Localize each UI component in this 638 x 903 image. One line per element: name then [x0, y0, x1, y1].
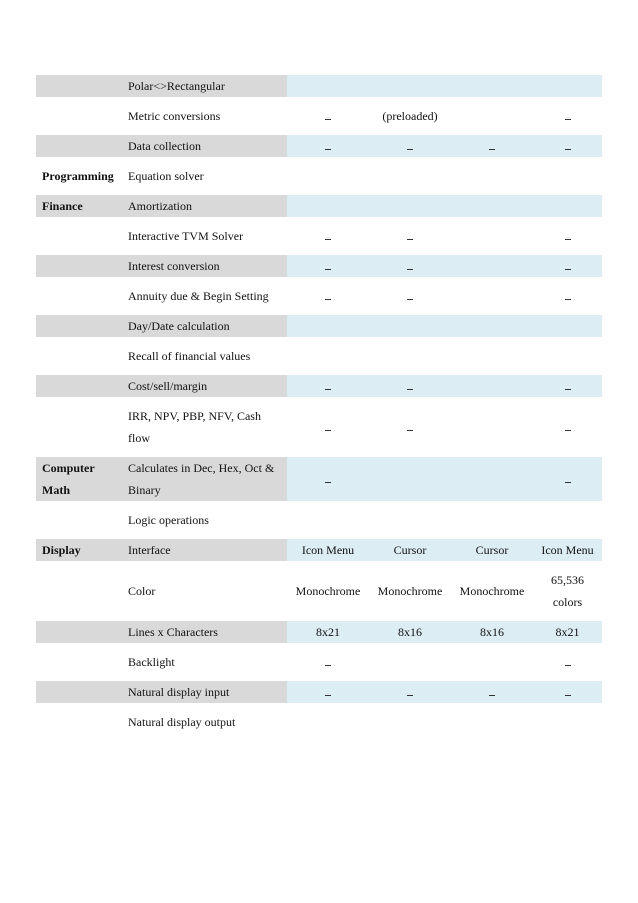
row-spacer-cell	[36, 367, 602, 375]
row-feature: Color	[128, 584, 156, 598]
value-cell	[287, 509, 369, 531]
check-mark-icon	[325, 264, 331, 270]
row-spacer-cell	[36, 157, 602, 165]
value-cell	[369, 509, 451, 531]
table-row	[36, 315, 602, 337]
table-row	[36, 75, 602, 97]
check-mark-icon	[565, 660, 571, 666]
check-mark-icon	[407, 294, 413, 300]
table-row	[36, 681, 602, 703]
check-mark-icon	[489, 144, 495, 150]
table-row	[36, 509, 602, 531]
check-mark-cell	[287, 225, 369, 247]
row-category	[36, 255, 122, 277]
value-cell	[533, 315, 602, 337]
row-spacer	[36, 613, 602, 621]
row-feature: Metric conversions	[128, 109, 221, 123]
check-mark-cell	[533, 255, 602, 277]
check-mark-icon	[489, 690, 495, 696]
value-cell	[533, 75, 602, 97]
check-mark-icon	[407, 425, 413, 431]
value-cell	[451, 315, 533, 337]
row-category	[36, 651, 122, 673]
row-spacer	[36, 127, 602, 135]
check-mark-cell	[369, 225, 451, 247]
check-mark-icon	[565, 144, 571, 150]
check-mark-icon	[325, 114, 331, 120]
table-row	[36, 135, 602, 157]
check-mark-cell	[451, 681, 533, 703]
table-row	[36, 375, 602, 397]
check-mark-cell	[533, 681, 602, 703]
check-mark-cell	[533, 405, 602, 449]
row-spacer-cell	[36, 337, 602, 345]
value-cell	[287, 345, 369, 367]
table-row	[36, 105, 602, 127]
value-cell	[451, 711, 533, 733]
row-category	[36, 285, 122, 307]
row-spacer-cell	[36, 613, 602, 621]
value-cell	[451, 195, 533, 217]
value-cell: Monochrome	[459, 584, 525, 598]
row-spacer-cell	[36, 217, 602, 225]
row-feature: Interest conversion	[122, 255, 287, 277]
row-feature: Interactive TVM Solver	[128, 229, 244, 243]
table-row	[36, 569, 602, 613]
check-mark-cell	[287, 375, 369, 397]
value-cell	[369, 165, 451, 187]
row-category	[36, 75, 122, 97]
row-spacer	[36, 187, 602, 195]
row-feature: Cost/sell/margin	[122, 375, 287, 397]
value-cell	[369, 457, 451, 501]
row-category	[36, 569, 122, 613]
row-category	[36, 225, 122, 247]
row-category	[36, 405, 122, 449]
row-spacer	[36, 247, 602, 255]
check-mark-icon	[325, 144, 331, 150]
table-row	[36, 345, 602, 367]
check-mark-icon	[407, 264, 413, 270]
table-row	[36, 539, 602, 561]
value-cell: Icon Menu	[287, 539, 369, 561]
row-category	[36, 681, 122, 703]
value-cell	[369, 711, 451, 733]
check-mark-cell	[369, 255, 451, 277]
row-spacer	[36, 217, 602, 225]
row-feature: Annuity due & Begin Setting	[128, 289, 269, 303]
check-mark-icon	[325, 660, 331, 666]
check-mark-cell	[369, 405, 451, 449]
value-cell: Icon Menu	[533, 539, 602, 561]
value-cell: 65,536 colors	[551, 573, 584, 609]
row-category	[36, 375, 122, 397]
check-mark-cell	[533, 375, 602, 397]
row-spacer-cell	[36, 187, 602, 195]
check-mark-cell	[533, 135, 602, 157]
row-feature: Logic operations	[128, 513, 209, 527]
row-spacer	[36, 97, 602, 105]
row-spacer-cell	[36, 307, 602, 315]
value-cell	[451, 375, 533, 397]
row-category	[36, 711, 122, 733]
feature-comparison-table	[36, 75, 602, 733]
check-mark-cell	[369, 135, 451, 157]
row-feature: Recall of financial values	[128, 349, 251, 363]
row-feature: Equation solver	[128, 169, 204, 183]
table-row	[36, 165, 602, 187]
value-cell: 8x16	[369, 621, 451, 643]
table-row	[36, 255, 602, 277]
row-feature: Natural display input	[122, 681, 287, 703]
row-spacer-cell	[36, 531, 602, 539]
value-cell	[369, 651, 451, 673]
row-spacer-cell	[36, 673, 602, 681]
row-spacer	[36, 337, 602, 345]
check-mark-icon	[407, 144, 413, 150]
row-spacer-cell	[36, 247, 602, 255]
check-mark-icon	[407, 384, 413, 390]
row-feature: Polar<>Rectangular	[122, 75, 287, 97]
row-spacer	[36, 703, 602, 711]
value-cell	[451, 285, 533, 307]
row-feature: Interface	[122, 539, 287, 561]
table-row	[36, 651, 602, 673]
row-category: Display	[36, 539, 122, 561]
check-mark-icon	[325, 690, 331, 696]
value-cell	[369, 345, 451, 367]
value-cell: 8x16	[451, 621, 533, 643]
row-spacer	[36, 157, 602, 165]
check-mark-cell	[287, 255, 369, 277]
check-mark-cell	[287, 681, 369, 703]
value-cell: 8x21	[287, 621, 369, 643]
row-feature: Calculates in Dec, Hex, Oct & Binary	[122, 457, 287, 501]
row-feature: Data collection	[122, 135, 287, 157]
row-feature: IRR, NPV, PBP, NFV, Cash flow	[128, 409, 261, 445]
row-category	[36, 509, 122, 531]
value-cell: (preloaded)	[382, 109, 438, 123]
row-spacer	[36, 277, 602, 285]
row-feature: Amortization	[122, 195, 287, 217]
value-cell	[451, 165, 533, 187]
check-mark-icon	[565, 114, 571, 120]
check-mark-cell	[533, 285, 602, 307]
row-category	[36, 135, 122, 157]
row-spacer-cell	[36, 97, 602, 105]
row-spacer-cell	[36, 277, 602, 285]
row-spacer	[36, 449, 602, 457]
value-cell	[451, 225, 533, 247]
check-mark-icon	[325, 384, 331, 390]
value-cell: Monochrome	[295, 584, 361, 598]
check-mark-icon	[325, 294, 331, 300]
row-feature: Day/Date calculation	[122, 315, 287, 337]
check-mark-cell	[369, 375, 451, 397]
check-mark-icon	[565, 294, 571, 300]
row-category	[36, 345, 122, 367]
check-mark-icon	[565, 425, 571, 431]
table-row	[36, 195, 602, 217]
check-mark-icon	[325, 425, 331, 431]
row-spacer-cell	[36, 501, 602, 509]
check-mark-cell	[287, 105, 369, 127]
value-cell	[287, 165, 369, 187]
row-category: Finance	[36, 195, 122, 217]
row-spacer-cell	[36, 127, 602, 135]
table-row	[36, 285, 602, 307]
check-mark-icon	[407, 690, 413, 696]
row-spacer	[36, 367, 602, 375]
table-row	[36, 225, 602, 247]
value-cell	[369, 195, 451, 217]
check-mark-cell	[369, 681, 451, 703]
check-mark-icon	[407, 234, 413, 240]
check-mark-cell	[533, 225, 602, 247]
check-mark-icon	[565, 264, 571, 270]
value-cell	[287, 711, 369, 733]
check-mark-icon	[565, 477, 571, 483]
value-cell: Cursor	[369, 539, 451, 561]
value-cell: Monochrome	[377, 584, 443, 598]
value-cell	[451, 105, 533, 127]
value-cell	[451, 405, 533, 449]
value-cell	[287, 195, 369, 217]
row-feature: Natural display output	[128, 715, 236, 729]
table-row	[36, 457, 602, 501]
row-category: Programming	[42, 169, 114, 183]
check-mark-icon	[325, 477, 331, 483]
check-mark-cell	[287, 457, 369, 501]
value-cell	[451, 651, 533, 673]
check-mark-cell	[533, 105, 602, 127]
value-cell	[451, 509, 533, 531]
value-cell	[533, 509, 602, 531]
check-mark-icon	[565, 690, 571, 696]
row-category	[36, 315, 122, 337]
value-cell	[451, 457, 533, 501]
check-mark-icon	[565, 384, 571, 390]
row-spacer	[36, 673, 602, 681]
value-cell	[287, 315, 369, 337]
row-spacer-cell	[36, 703, 602, 711]
value-cell	[533, 711, 602, 733]
value-cell	[533, 195, 602, 217]
table-row	[36, 711, 602, 733]
check-mark-cell	[287, 405, 369, 449]
value-cell	[533, 345, 602, 367]
value-cell	[369, 75, 451, 97]
row-category	[36, 621, 122, 643]
value-cell	[369, 315, 451, 337]
check-mark-icon	[565, 234, 571, 240]
check-mark-cell	[287, 135, 369, 157]
row-feature: Lines x Characters	[122, 621, 287, 643]
check-mark-cell	[287, 285, 369, 307]
value-cell	[451, 255, 533, 277]
check-mark-cell	[451, 135, 533, 157]
row-spacer-cell	[36, 561, 602, 569]
value-cell	[287, 75, 369, 97]
check-mark-icon	[325, 234, 331, 240]
value-cell	[533, 165, 602, 187]
check-mark-cell	[533, 651, 602, 673]
check-mark-cell	[369, 285, 451, 307]
row-spacer	[36, 397, 602, 405]
row-spacer	[36, 501, 602, 509]
row-spacer	[36, 643, 602, 651]
row-spacer	[36, 531, 602, 539]
row-spacer-cell	[36, 449, 602, 457]
check-mark-cell	[533, 457, 602, 501]
row-spacer	[36, 561, 602, 569]
row-category: Computer Math	[36, 457, 122, 501]
value-cell	[451, 75, 533, 97]
row-spacer-cell	[36, 397, 602, 405]
row-spacer	[36, 307, 602, 315]
row-feature: Backlight	[128, 655, 175, 669]
row-category	[36, 105, 122, 127]
row-spacer-cell	[36, 643, 602, 651]
table-row	[36, 621, 602, 643]
value-cell: 8x21	[533, 621, 602, 643]
table-row	[36, 405, 602, 449]
value-cell	[451, 345, 533, 367]
value-cell: Cursor	[451, 539, 533, 561]
check-mark-cell	[287, 651, 369, 673]
